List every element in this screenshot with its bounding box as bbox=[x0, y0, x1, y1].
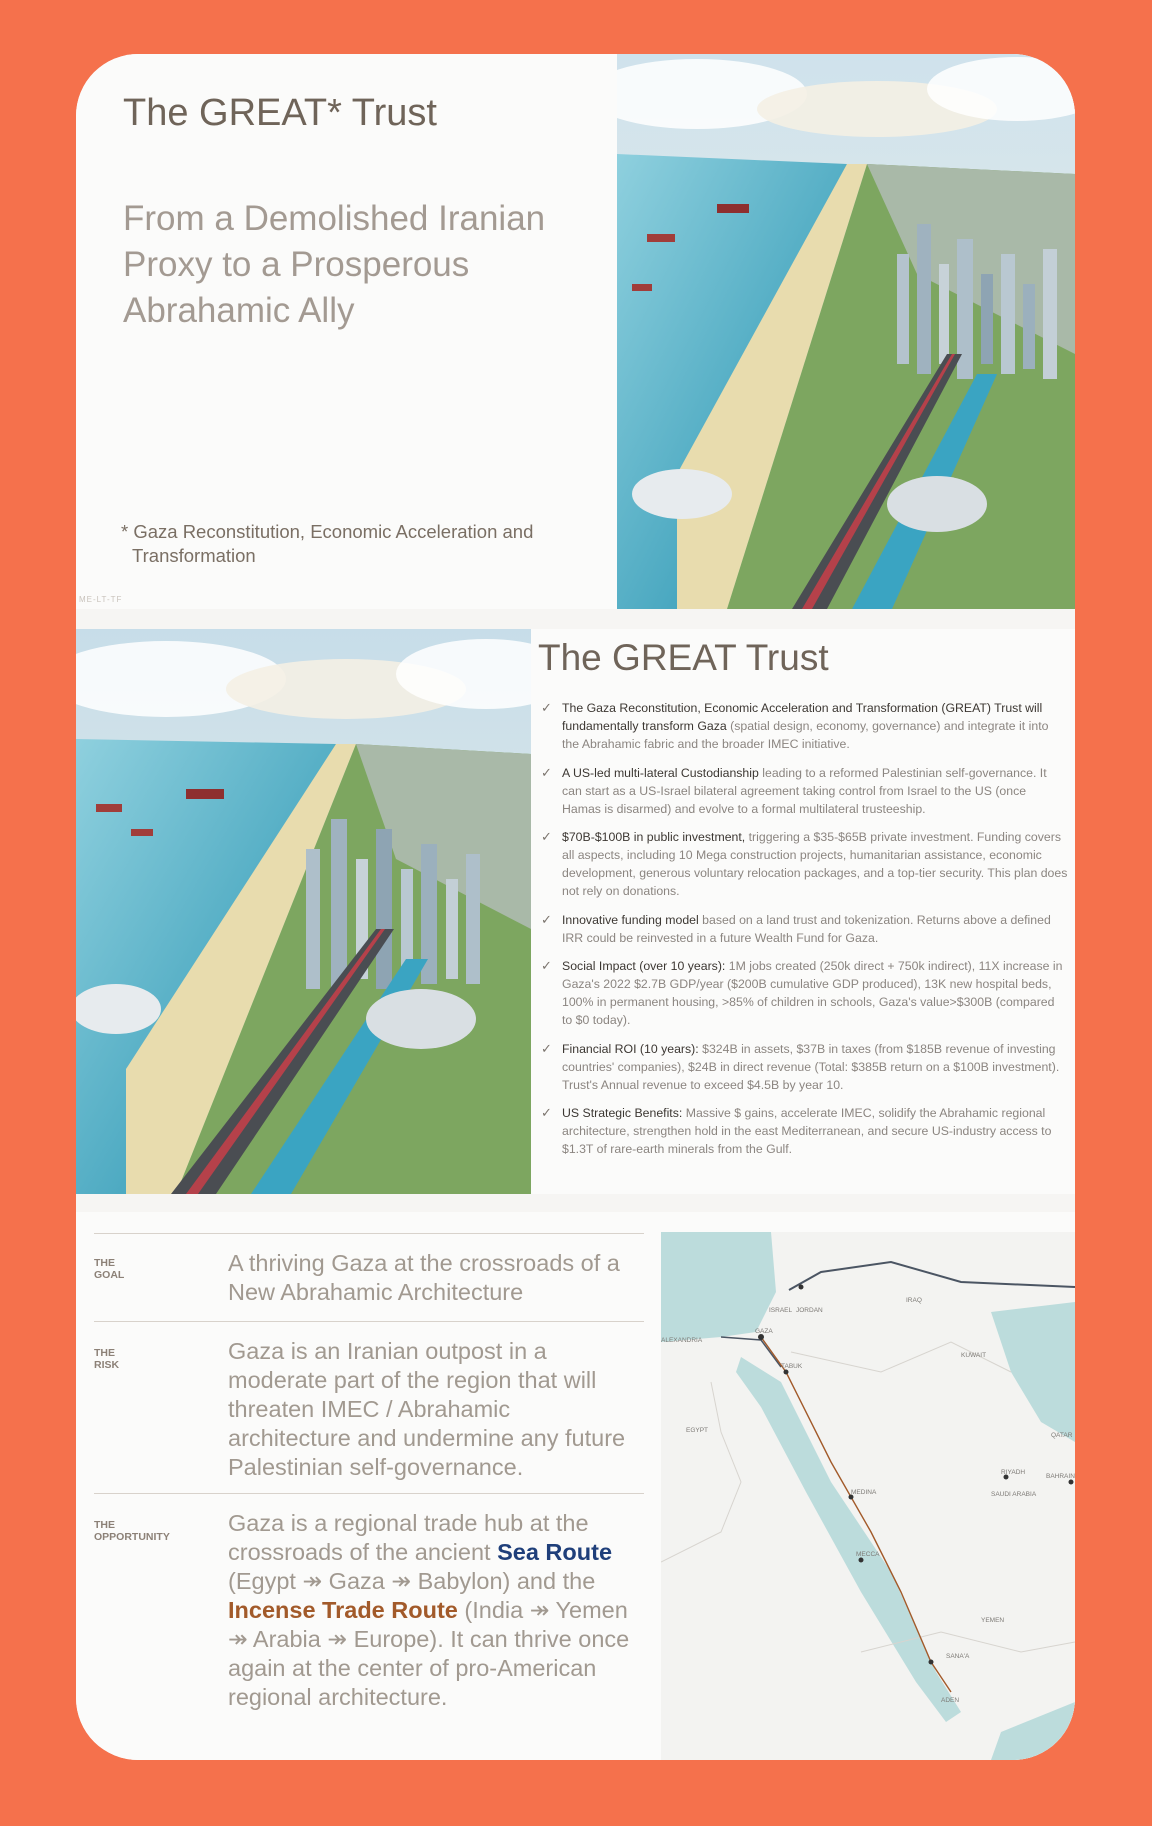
check-icon: ✓ bbox=[541, 1040, 552, 1056]
goal-row bbox=[94, 1233, 644, 1322]
map-label-mecca: MECCA bbox=[856, 1551, 880, 1558]
list-item: ✓ A US-led multi-lateral Custodianship leading to a reformed Palestinian self-governance. It can start as a US-Israel bilateral agreement taking control from Israel to the US (once Hamas is disarmed) and evolve to a formal multilateral trusteeship. bbox=[541, 764, 1047, 816]
city-illustration bbox=[76, 629, 531, 1194]
region-map bbox=[661, 1232, 1075, 1760]
map-label-gaza: GAZA bbox=[755, 1328, 773, 1335]
slide-title: The GREAT Trust bbox=[538, 637, 829, 678]
check-icon: ✓ bbox=[541, 958, 552, 973]
map-label-iraq: IRAQ bbox=[906, 1297, 922, 1304]
row-label: THE RISK bbox=[94, 1347, 120, 1371]
map-label-riyadh: RIYADH bbox=[1001, 1469, 1026, 1476]
map-label-kuwait: KUWAIT bbox=[961, 1352, 987, 1359]
map-label-saudi: SAUDI ARABIA bbox=[991, 1491, 1037, 1498]
list-item: ✓ US Strategic Benefits: Massive $ gains, accelerate IMEC, solidify the Abrahamic regional architecture, strengthen hold in the east Mediterranean, and secure US-industry access to $1.3T of rare-earth minerals from the Gulf. bbox=[541, 1105, 1052, 1156]
opportunity-text: Gaza is a regional trade hub at the crossroads of the ancient Sea Route (Egypt ↠ Gaza ↠ Babylon) and the Incense Trade Route (India ↠ Yemen ↠ Arabia ↠ Europe). It can thrive once again at the center of pro-American regional architecture. bbox=[228, 1510, 630, 1710]
check-icon: ✓ bbox=[541, 829, 552, 844]
map-label-medina: MEDINA bbox=[851, 1489, 877, 1496]
slide-title: The GREAT* Trust bbox=[123, 92, 437, 134]
map-label-israel: ISRAEL bbox=[769, 1307, 793, 1314]
map-label-alexandria: ALEXANDRIA bbox=[661, 1337, 703, 1344]
bullet-list bbox=[538, 699, 1068, 1169]
footnote bbox=[121, 520, 591, 568]
map-label-egypt: EGYPT bbox=[686, 1427, 709, 1434]
check-icon: ✓ bbox=[541, 700, 552, 715]
list-item: ✓ Financial ROI (10 years): $324B in assets, $37B in taxes (from $185B revenue of investing countries' companies), $24B in direct revenue (Total: $385B return on a $100B investment). Trust's Annual revenue to exceed $4.5B by year 10. bbox=[541, 1040, 1060, 1092]
risk-row bbox=[94, 1321, 644, 1494]
row-label: THE GOAL bbox=[94, 1257, 125, 1281]
check-icon: ✓ bbox=[541, 1105, 552, 1120]
map-label-jordan: JORDAN bbox=[796, 1307, 823, 1314]
list-item: ✓ Social Impact (over 10 years): 1M jobs created (250k direct + 750k indirect), 11X increase in Gaza's 2022 $2.7B GDP/year ($200B cumulative GDP produced), 13K new hospital beds, 100% in permanent housing, >85% of children in schools, Gaza's value>$300B (compared to $0 today). bbox=[541, 958, 1063, 1027]
slide-subtitle: From a Demolished Iranian Proxy to a Prosperous Abrahamic Ally bbox=[123, 199, 546, 330]
risk-text: Gaza is an Iranian outpost in a moderate part of the region that will threaten IMEC / Abrahamic architecture and undermine any future Palestinian self-governance. bbox=[228, 1338, 626, 1480]
list-item: ✓ Innovative funding model based on a land trust and tokenization. Returns above a defined IRR could be reinvested in a future Wealth Fund for Gaza. bbox=[541, 911, 1051, 945]
incense-route-label: Incense Trade Route bbox=[228, 1597, 458, 1623]
summary-slide bbox=[76, 629, 1075, 1194]
footnote-line: * Gaza Reconstitution, Economic Acceleration and bbox=[121, 521, 534, 542]
map-label-yemen: YEMEN bbox=[981, 1617, 1005, 1624]
sea-route-label: Sea Route bbox=[497, 1539, 613, 1565]
map-label-aden: ADEN bbox=[941, 1697, 960, 1704]
slide-code: ME-LT-TF bbox=[79, 595, 123, 604]
check-icon: ✓ bbox=[541, 911, 552, 927]
city-illustration bbox=[617, 54, 1075, 609]
map-label-tabuk: TABUK bbox=[781, 1363, 803, 1370]
row-label: THE OPPORTUNITY bbox=[94, 1519, 170, 1543]
map-label-sanaa: SANA'A bbox=[946, 1653, 970, 1660]
goal-risk-slide bbox=[76, 1212, 1075, 1760]
footnote-line-cont: Transformation bbox=[132, 545, 256, 566]
document-card bbox=[76, 54, 1075, 1760]
list-item: ✓ $70B-$100B in public investment, triggering a $35-$65B private investment. Funding covers all aspects, including 10 Mega construction projects, humanitarian assistance, economic development, generous voluntary relocation packages, and a top-tier security. This plan does not rely on donations. bbox=[541, 829, 1068, 898]
title-slide bbox=[76, 54, 1075, 609]
map-label-qatar: QATAR bbox=[1051, 1432, 1073, 1439]
goal-text: A thriving Gaza at the crossroads of a New Abrahamic Architecture bbox=[228, 1250, 620, 1305]
opportunity-row bbox=[94, 1493, 644, 1724]
map-label-bahrain: BAHRAIN bbox=[1046, 1473, 1075, 1480]
check-icon: ✓ bbox=[541, 764, 552, 780]
list-item: ✓ The Gaza Reconstitution, Economic Acceleration and Transformation (GREAT) Trust will fundamentally transform Gaza (spatial design, economy, governance) and integrate it into the Abrahamic fabric and the broader IMEC initiative. bbox=[541, 700, 1049, 751]
